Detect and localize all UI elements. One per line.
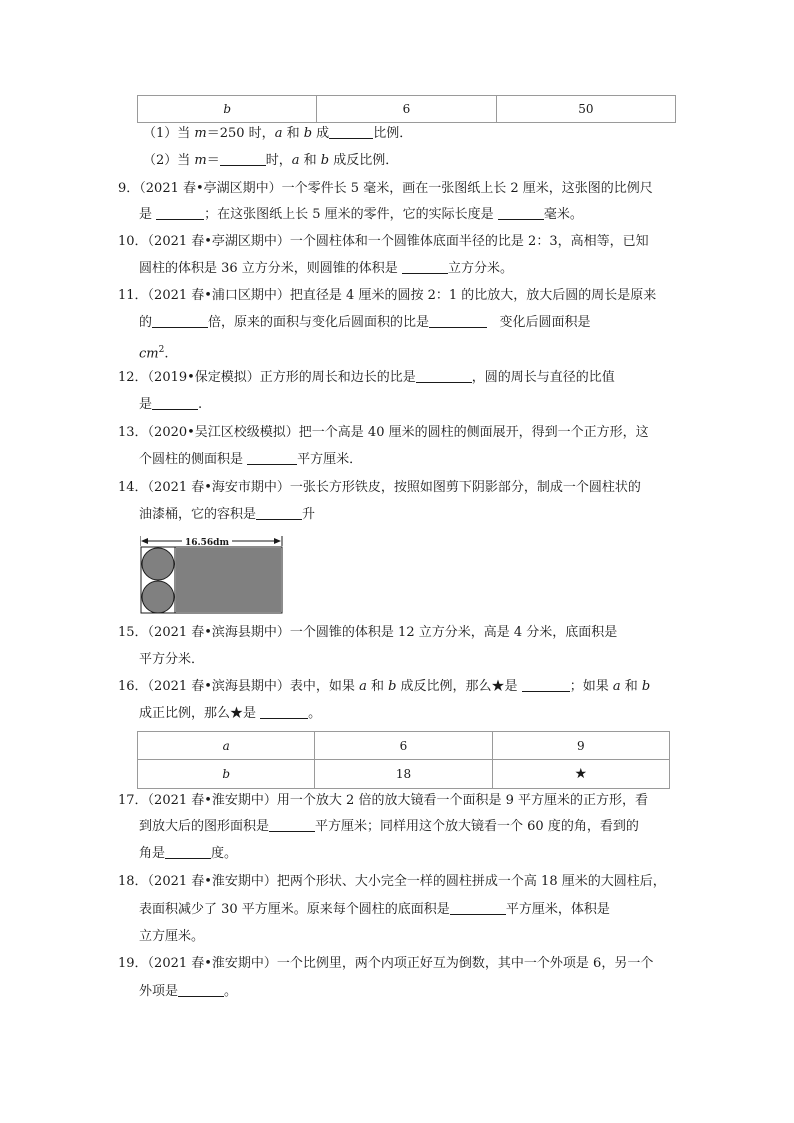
question-14-line-2	[139, 506, 315, 524]
table-cell: b	[138, 96, 317, 123]
question-19-line-2	[139, 983, 237, 1001]
table-row	[138, 96, 676, 123]
sheet-metal-figure	[140, 536, 285, 614]
shaded-rectangle	[176, 548, 281, 612]
text: .	[164, 346, 169, 362]
table-cell: 50	[496, 96, 675, 123]
var-b: b	[320, 153, 330, 168]
text: 。	[224, 984, 238, 999]
answer-blank[interactable]	[220, 152, 266, 166]
top-circle-shaded	[142, 548, 174, 580]
answer-blank[interactable]	[156, 206, 204, 220]
question-9-line-1: 9．（2021 春•亭湖区期中）一个零件长 5 毫米，画在一张图纸上长 2 厘米，这张图的比例尺	[118, 181, 653, 196]
question-12-line-2	[139, 396, 202, 414]
question-19-line-1: 19．（2021 春•淮安期中）一个比例里，两个内项正好互为倒数，其中一个外项是 6，另一个	[118, 956, 654, 971]
answer-blank[interactable]	[178, 983, 224, 997]
table-row	[138, 760, 670, 789]
table-cell: 6	[317, 96, 496, 123]
arrow-right-icon	[274, 538, 281, 544]
text: 度。	[211, 846, 238, 861]
text: 是	[139, 207, 157, 222]
question-17-line-1: 17．（2021 春•淮安期中）用一个放大 2 倍的放大镜看一个面积是 9 平方厘米的正方形，看	[118, 793, 648, 808]
dimension-label: 16.56dm	[185, 538, 229, 548]
question-8-part-1	[143, 125, 412, 143]
var-a: a	[612, 679, 621, 694]
text: 和	[620, 679, 642, 694]
answer-blank[interactable]	[256, 506, 302, 520]
answer-blank[interactable]	[165, 845, 211, 859]
question-13-line-1: 13．（2020•吴江区校级模拟）把一个高是 40 厘米的圆柱的侧面展开，得到一个正方形，这	[118, 425, 649, 440]
question-11-line-1: 11．（2021 春•浦口区期中）把直径是 4 厘米的圆按 2：1 的比放大，放大后圆的周长是原来	[118, 288, 657, 303]
answer-blank[interactable]	[247, 451, 297, 465]
text: 平方厘米．	[297, 452, 363, 467]
text: 表面积减少了 30 平方厘米。原来每个圆柱的底面积是	[139, 902, 450, 917]
table-cell: 18	[315, 760, 492, 789]
answer-blank[interactable]	[152, 396, 198, 410]
answer-blank[interactable]	[402, 260, 448, 274]
answer-blank[interactable]	[260, 705, 308, 719]
text: ；如果	[569, 679, 613, 694]
var-a: a	[291, 153, 300, 168]
question-14-line-1: 14．（2021 春•海安市期中）一张长方形铁皮，按照如图剪下阴影部分，制成一个圆柱状的	[118, 480, 641, 495]
answer-blank[interactable]	[498, 206, 544, 220]
text: 的	[139, 315, 153, 330]
text: 和	[366, 679, 389, 694]
text: 毫米。	[543, 207, 583, 222]
question-11-line-3	[139, 341, 168, 363]
text: （2）当	[143, 153, 195, 168]
text: ，圆的周长与直径的比值	[471, 370, 615, 385]
text: 16．（2021 春•滨海县期中）表中，如果	[118, 679, 360, 694]
text: 圆柱的体积是 36 立方分米，则圆锥的体积是	[139, 261, 402, 276]
text: 外项是	[139, 984, 179, 999]
var-b: b	[388, 679, 397, 694]
var-a: a	[359, 679, 367, 694]
text: （1）当	[143, 126, 195, 141]
text: 倍，原来的面积与变化后圆面积的比是	[208, 315, 430, 330]
question-10-line-2	[139, 260, 513, 278]
text: 时，	[265, 153, 292, 168]
answer-blank[interactable]	[429, 314, 487, 328]
var-m: m	[194, 126, 207, 141]
question-17-line-3	[139, 845, 237, 863]
answer-blank[interactable]	[152, 314, 208, 328]
text: 比例．	[373, 126, 413, 141]
text: .	[198, 397, 203, 412]
question-15-line-2: 平方分米．	[139, 652, 205, 667]
question-18-line-1: 18．（2021 春•淮安期中）把两个形状、大小完全一样的圆柱拼成一个高 18 厘米的大圆柱后，	[118, 874, 666, 889]
question-18-line-2	[139, 901, 610, 919]
text: 角是	[139, 846, 166, 861]
table-cell: 6	[315, 732, 492, 760]
text: 12．（2019•保定模拟）正方形的周长和边长的比是	[118, 370, 416, 385]
table-row	[138, 732, 670, 760]
var-a: a	[274, 126, 283, 141]
unit: cm	[139, 346, 159, 362]
question-15-line-1: 15．（2021 春•滨海县期中）一个圆锥的体积是 12 立方分米，高是 4 分米，底面积是	[118, 625, 618, 640]
answer-blank[interactable]	[329, 125, 373, 139]
table-cell: a	[138, 732, 315, 760]
superscript: 2	[158, 345, 165, 355]
question-16-line-1	[118, 678, 650, 696]
answer-blank[interactable]	[269, 818, 315, 832]
text: 成	[312, 126, 330, 141]
var-m: m	[194, 153, 207, 168]
text: 油漆桶，它的容积是	[139, 507, 257, 522]
text: 变化后圆面积是	[499, 315, 591, 330]
text: 和	[299, 153, 321, 168]
text: 平方厘米，体积是	[505, 902, 610, 917]
text: 升	[302, 507, 316, 522]
star-cell: ★	[492, 760, 669, 789]
answer-blank[interactable]	[450, 901, 506, 915]
text: 成正比例，那么★是	[139, 706, 261, 721]
text: 和	[282, 126, 304, 141]
text: 成反比例．	[329, 153, 399, 168]
question-16-line-2	[139, 705, 321, 723]
text: 是	[139, 397, 153, 412]
question-11-line-2	[139, 314, 590, 332]
question-12-line-1	[118, 369, 615, 387]
var-b: b	[303, 126, 313, 141]
text: 个圆柱的侧面积是	[139, 452, 248, 467]
text: ＝	[206, 153, 220, 168]
answer-blank[interactable]	[522, 678, 570, 692]
question-10-line-1: 10．（2021 春•亭湖区期中）一个圆柱体和一个圆锥体底面半径的比是 2：3，高相等，已知	[118, 234, 649, 249]
question-17-line-2	[139, 818, 639, 836]
table-cell: 9	[492, 732, 669, 760]
table-cell: b	[138, 760, 315, 789]
text: 平方厘米；同样用这个放大镜看一个 60 度的角，看到的	[315, 819, 639, 834]
ratio-table-16	[137, 731, 670, 789]
question-18-line-3: 立方厘米。	[139, 929, 205, 944]
text: 。	[308, 706, 322, 721]
answer-blank[interactable]	[416, 369, 472, 383]
arrow-left-icon	[141, 538, 148, 544]
text: 到放大后的图形面积是	[139, 819, 270, 834]
text: 成反比例，那么★是	[396, 679, 522, 694]
text: ；在这张图纸上长 5 厘米的零件，它的实际长度是	[204, 207, 498, 222]
var-b: b	[641, 679, 651, 694]
question-8-part-2	[143, 152, 398, 170]
text: 立方分米。	[447, 261, 513, 276]
question-13-line-2	[139, 451, 362, 469]
question-9-line-2	[139, 206, 583, 224]
bottom-circle-shaded	[142, 581, 174, 613]
text: ＝250 时，	[206, 126, 275, 141]
ratio-table-top	[137, 95, 676, 123]
